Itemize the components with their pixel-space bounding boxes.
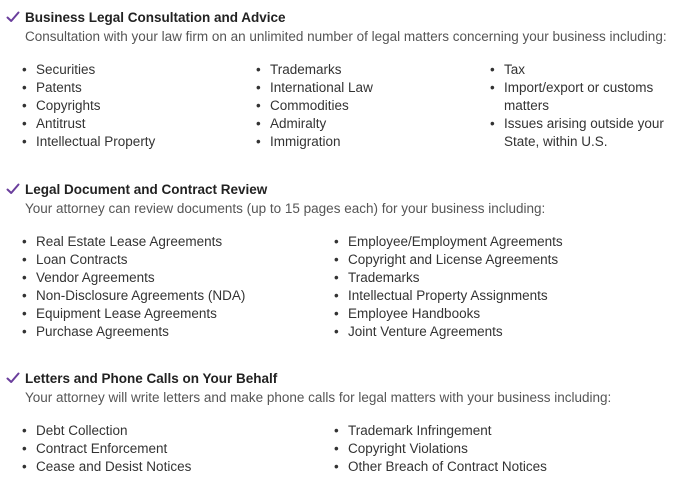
list-item: • Intellectual Property Assignments [334, 287, 654, 305]
list-item: • Immigration [256, 133, 466, 151]
list-item: • Vendor Agreements [22, 269, 312, 287]
list-column-1 [22, 422, 312, 476]
check-icon [6, 182, 20, 196]
list-item: • Cease and Desist Notices [22, 458, 312, 476]
list-column-2 [334, 233, 654, 341]
section-header [0, 370, 675, 405]
list-item: • International Law [256, 79, 466, 97]
section-title: Letters and Phone Calls on Your Behalf [25, 371, 278, 386]
list-item: • Real Estate Lease Agreements [22, 233, 312, 251]
list-item: • Patents [22, 79, 232, 97]
section-business-legal-consultation [0, 9, 675, 149]
list-item: • Employee/Employment Agreements [334, 233, 654, 251]
list-item: • Non-Disclosure Agreements (NDA) [22, 287, 312, 305]
list-item: • Copyright Violations [334, 440, 654, 458]
list-item: • Contract Enforcement [22, 440, 312, 458]
section-letters-and-phone-calls [0, 370, 675, 474]
list-item: • Trademark Infringement [334, 422, 654, 440]
list-item: • Copyright and License Agreements [334, 251, 654, 269]
section-header [0, 9, 675, 44]
list-item: • Loan Contracts [22, 251, 312, 269]
section-description: Your attorney will write letters and make phone calls for legal matters with your business including: [25, 390, 612, 405]
list-item: • Tax [490, 61, 670, 79]
section-header [0, 181, 675, 216]
list-item: • Employee Handbooks [334, 305, 654, 323]
list-item: • Antitrust [22, 115, 232, 133]
section-legal-document-review [0, 181, 675, 339]
list-item: • Purchase Agreements [22, 323, 312, 341]
list-item: • Intellectual Property [22, 133, 232, 151]
list-item: • Debt Collection [22, 422, 312, 440]
list-item: • Joint Venture Agreements [334, 323, 654, 341]
list-item: • Trademarks [256, 61, 466, 79]
list-item: • Commodities [256, 97, 466, 115]
list-item: • Admiralty [256, 115, 466, 133]
list-column-1 [22, 61, 232, 151]
list-item: • Securities [22, 61, 232, 79]
section-title: Business Legal Consultation and Advice [25, 10, 286, 25]
list-column-2 [256, 61, 466, 151]
section-title: Legal Document and Contract Review [25, 182, 268, 197]
section-description: Your attorney can review documents (up to 15 pages each) for your business including: [25, 201, 546, 216]
list-column-2 [334, 422, 654, 476]
list-column-1 [22, 233, 312, 341]
list-column-3 [490, 61, 670, 151]
list-item: • Trademarks [334, 269, 654, 287]
list-item: • Other Breach of Contract Notices [334, 458, 654, 476]
check-icon [6, 371, 20, 385]
list-item: • Copyrights [22, 97, 232, 115]
check-icon [6, 10, 20, 24]
section-description: Consultation with your law firm on an unlimited number of legal matters concerning your business including: [25, 29, 667, 44]
list-item: • Equipment Lease Agreements [22, 305, 312, 323]
list-item: • Issues arising outside your State, within U.S. [490, 115, 670, 151]
list-item: • Import/export or customs matters [490, 79, 670, 115]
